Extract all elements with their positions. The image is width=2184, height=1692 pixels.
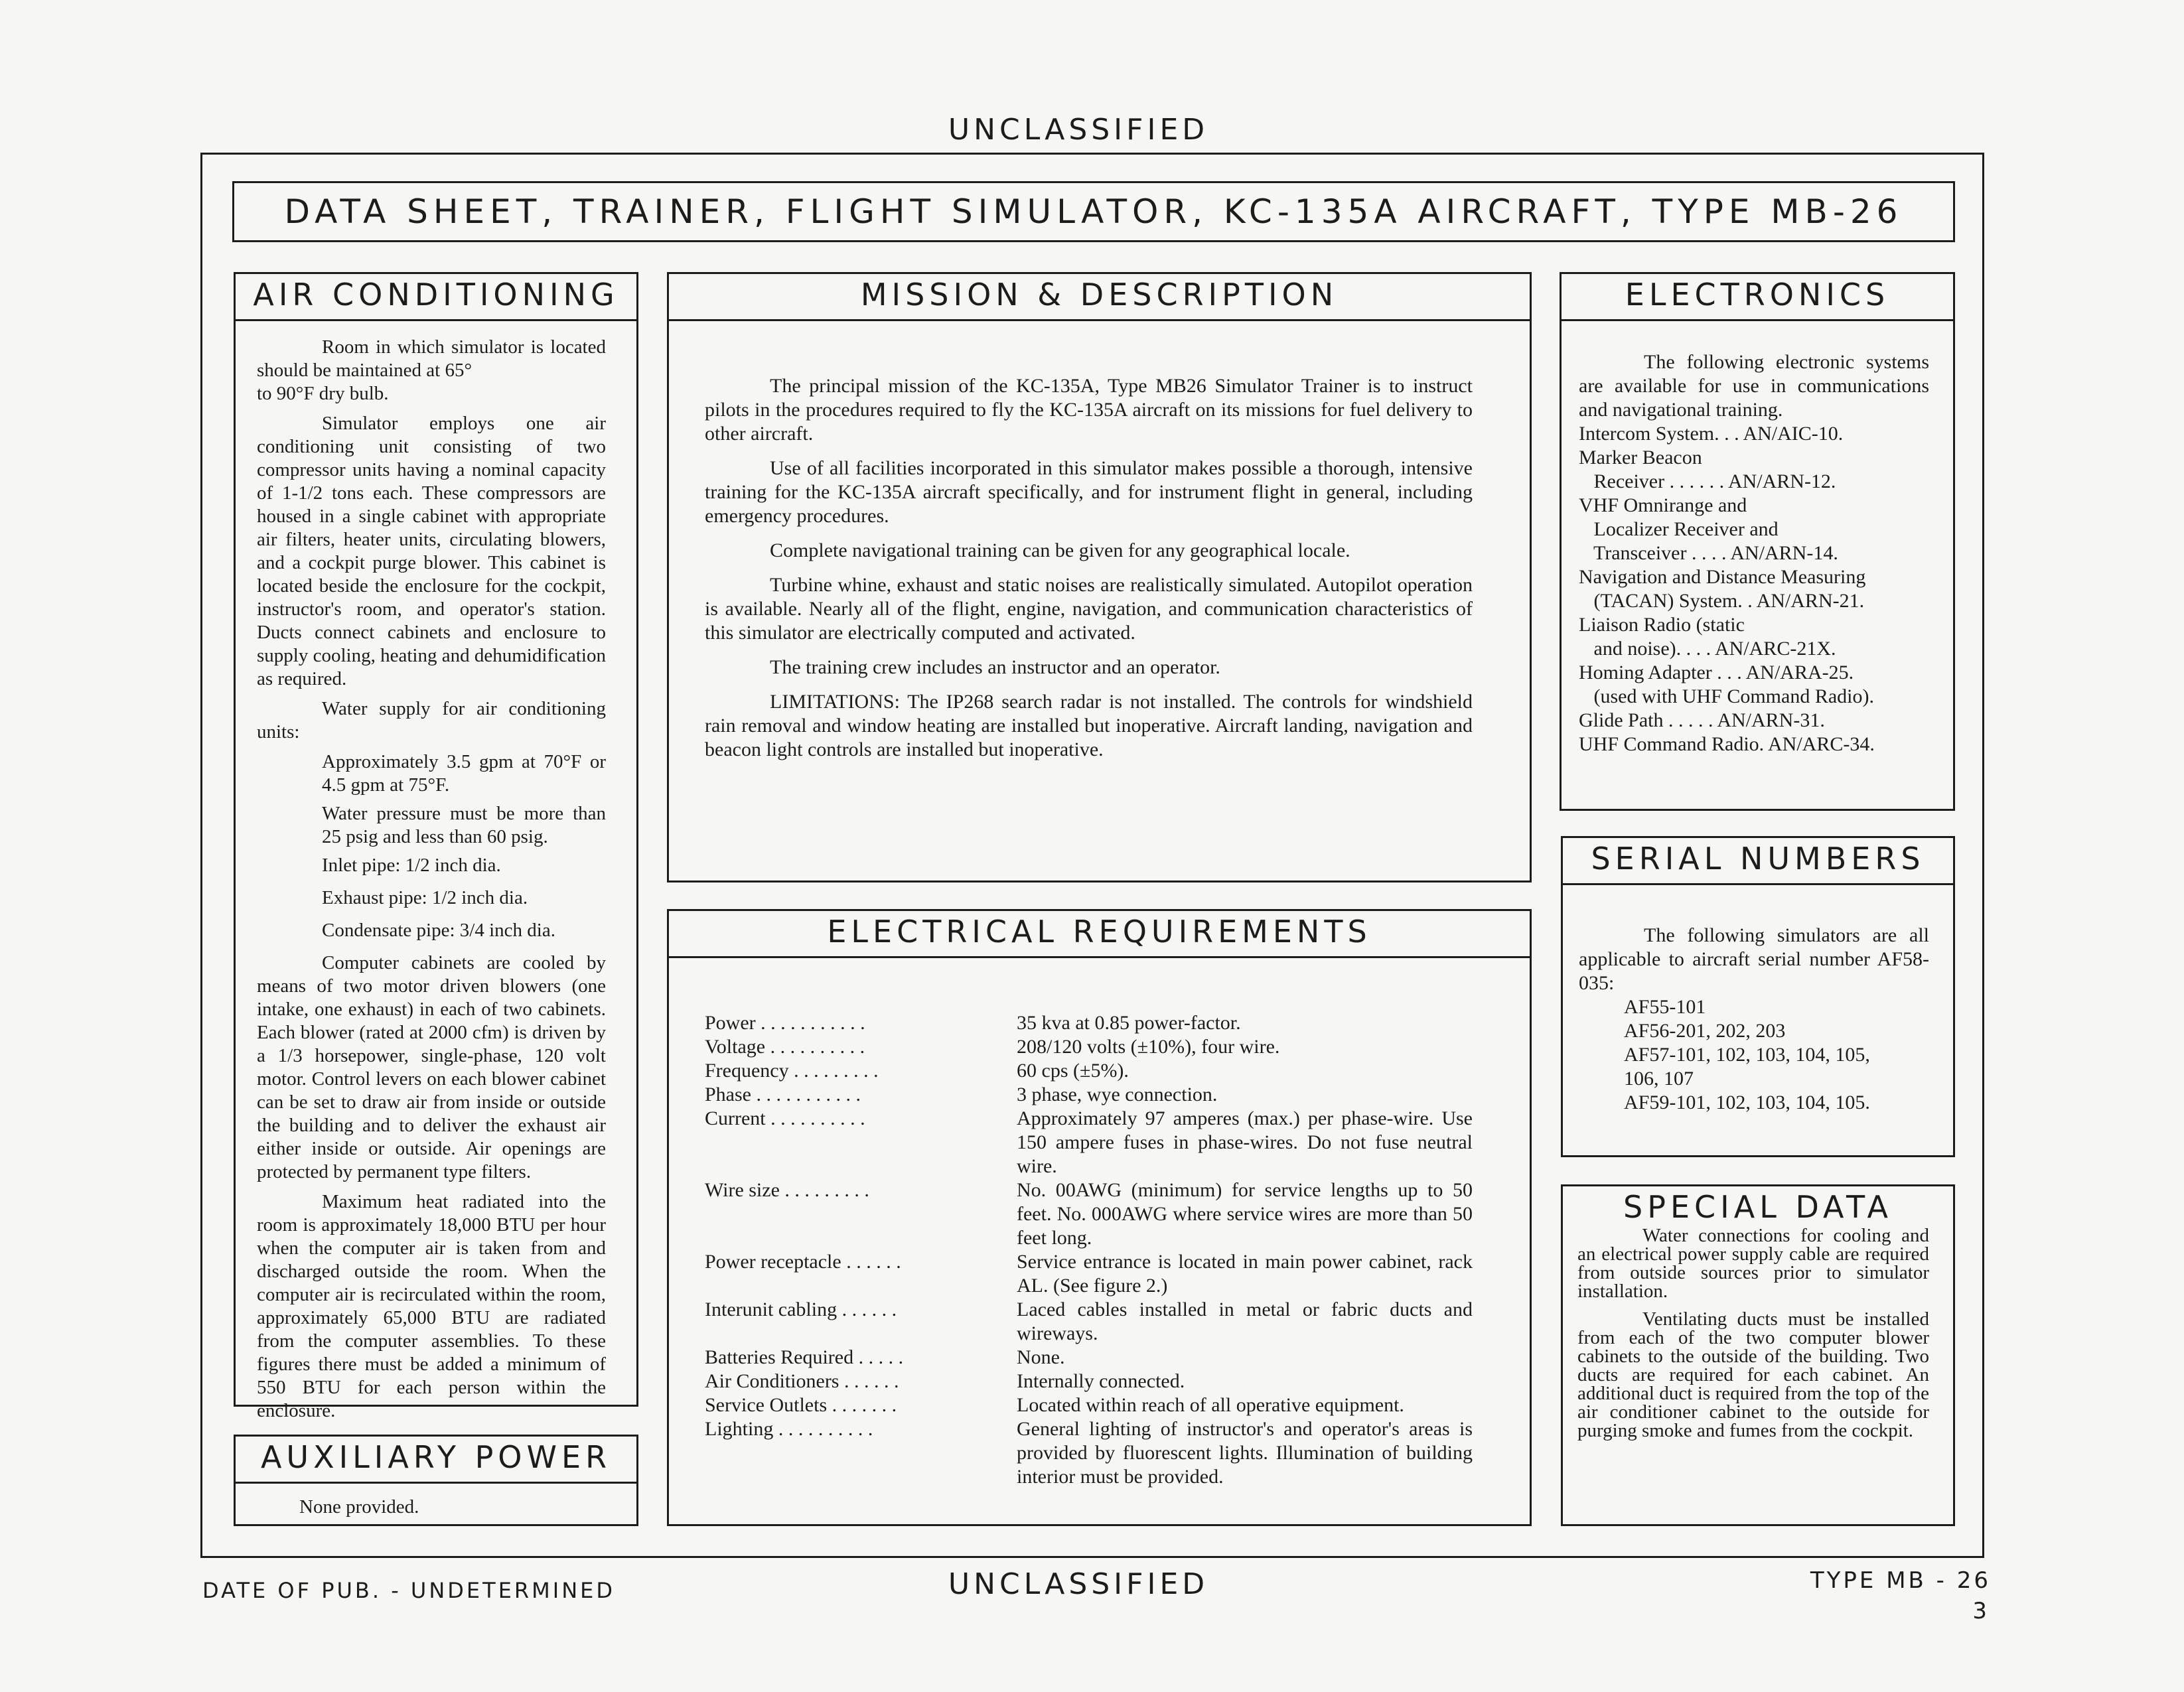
electrical-row-label: Service Outlets . . . . . . . [705,1394,897,1416]
electronics-item: UHF Command Radio. AN/ARC-34. [1579,733,1875,755]
auxiliary-power-text: None provided. [299,1496,419,1517]
air-conditioning-title: AIR CONDITIONING [236,274,636,321]
serial-item: AF55-101 [1624,996,1706,1018]
electronics-body [1562,321,1953,756]
electrical-row-label: Wire size . . . . . . . . . [705,1179,869,1201]
special-data-title: SPECIAL DATA [1623,1189,1893,1225]
electrical-row-label: Voltage . . . . . . . . . . [705,1036,865,1058]
ac-paragraph-cont: to 90°F dry bulb. [257,383,389,404]
electronics-item: Marker Beacon [1579,447,1702,468]
electronics-item: (TACAN) System. . AN/ARN-21. [1579,590,1865,612]
electronics-item: (used with UHF Command Radio). [1579,685,1874,707]
special-paragraph: Water connections for cooling and an electrical power supply cable are required from outside sources prior to simulator installation. [1577,1225,1929,1302]
electrical-row-label: Power . . . . . . . . . . . [705,1012,865,1034]
electronics-item: Localizer Receiver and [1579,518,1779,540]
electronics-item: and noise). . . . AN/ARC-21X. [1579,638,1836,660]
mission-panel [667,272,1532,882]
air-conditioning-panel [234,272,638,1421]
electrical-row-value: 35 kva at 0.85 power-factor. [1017,1012,1241,1034]
electrical-row-label: Air Conditioners . . . . . . [705,1370,899,1392]
ac-paragraph: Simulator employs one air conditioning unit consisting of two compressor units having a nominal capacity of 1-1/2 tons each. These compressors are housed in a single cabinet with appropriate air filters, heater units, circulating blowers, and a cockpit purge blower. This cabinet is located beside the enclosure for the cockpit, instructor's room, and operator's station. Ducts connect cabinets and enclosure to supply cooling, heating and dehumidification as required. [257,413,606,689]
electrical-row [705,1370,1473,1393]
mission-title: MISSION & DESCRIPTION [669,274,1530,321]
special-data-body [1563,1226,1953,1440]
electrical-row-value: Service entrance is located in main power cabinet, rack AL. (See figure 2.) [1017,1251,1473,1297]
auxiliary-power-title: AUXILIARY POWER [236,1437,636,1484]
electrical-row-label: Phase . . . . . . . . . . . [705,1084,861,1105]
mission-paragraph: The training crew includes an instructor and an operator. [770,656,1220,678]
publication-date: DATE OF PUB. - UNDETERMINED [202,1578,615,1603]
air-conditioning-body [236,321,636,1423]
serial-list [1579,995,1929,1115]
electronics-item: Intercom System. . . AN/AIC-10. [1579,423,1844,445]
electrical-row-value: Located within reach of all operative equipment. [1017,1394,1404,1416]
electrical-row [705,1011,1473,1035]
mission-paragraph: Complete navigational training can be given for any geographical locale. [770,539,1350,561]
special-data-panel [1561,1184,1955,1526]
electronics-item: Glide Path . . . . . AN/ARN-31. [1579,709,1825,731]
electronics-item: Receiver . . . . . . AN/ARN-12. [1579,470,1836,492]
electronics-panel [1560,272,1955,811]
classification-bottom: UNCLASSIFIED [948,1567,1209,1601]
electrical-row-label: Current . . . . . . . . . . [705,1107,865,1129]
electrical-row-value: 3 phase, wye connection. [1017,1084,1218,1105]
electrical-row-label: Batteries Required . . . . . [705,1346,904,1368]
electrical-row [705,1298,1473,1346]
electrical-panel [667,909,1532,1526]
electronics-list [1579,422,1929,756]
electrical-row [705,1059,1473,1083]
electrical-row-value: 60 cps (±5%). [1017,1060,1129,1082]
electronics-item: Transceiver . . . . AN/ARN-14. [1579,542,1838,564]
electrical-row-label: Interunit cabling . . . . . . [705,1299,897,1320]
ac-paragraph: Computer cabinets are cooled by means of two motor driven blowers (one intake, one exhaust) in each of two cabinets. Each blower (rated at 2000 cfm) is driven by a 1/3 horsepower, single-phase, 120 volt motor. Control levers on each blower cabinet can be set to draw air from inside or outside the building and to deliver the exhaust air either inside or outside. Air openings are protected by permanent type filters. [257,952,606,1182]
electrical-row-value: None. [1017,1346,1065,1368]
electrical-row-value: 208/120 volts (±10%), four wire. [1017,1036,1280,1058]
mission-paragraph: Use of all facilities incorporated in this simulator makes possible a thorough, intensive training for the KC-135A aircraft specifically, and for instrument flight in general, including emergency procedures. [705,457,1473,527]
auxiliary-power-panel [234,1435,638,1526]
ac-paragraph: Room in which simulator is located should be maintained at 65° [257,336,606,381]
electrical-row [705,1417,1473,1489]
serial-item: AF56-201, 202, 203 [1624,1020,1786,1042]
electrical-row-value: Approximately 97 amperes (max.) per phase-wire. Use 150 ampere fuses in phase-wires. Do not fuse neutral wire. [1017,1107,1473,1177]
page-title: DATA SHEET, TRAINER, FLIGHT SIMULATOR, KC-135A AIRCRAFT, TYPE MB-26 [232,181,1955,242]
electrical-row [705,1346,1473,1370]
serial-item: AF57-101, 102, 103, 104, 105, [1624,1044,1870,1066]
type-code: TYPE MB - 26 [1810,1567,1991,1594]
special-paragraph: Ventilating ducts must be installed from each of the two computer blower cabinets to the outside of the building. Two ducts are required for each cabinet. An additional duct is required from the top of the air conditioner cabinet to the outside for purging smoke and fumes from the cockpit. [1577,1308,1929,1441]
electronics-title: ELECTRONICS [1562,274,1953,321]
electrical-row-label: Power receptacle . . . . . . [705,1251,901,1273]
electrical-row [705,1107,1473,1178]
mission-body [669,321,1530,762]
ac-water-spec: Water pressure must be more than 25 psig and less than 60 psig. [322,803,606,847]
serial-numbers-title: SERIAL NUMBERS [1563,838,1953,885]
electrical-row-value: Internally connected. [1017,1370,1185,1392]
serial-numbers-panel [1561,836,1955,1157]
ac-paragraph: Water supply for air conditioning units: [257,698,606,742]
serial-item: 106, 107 [1624,1068,1694,1090]
electronics-intro: The following electronic systems are available for use in communications and navigational training. [1579,351,1929,421]
ac-pipe-spec: Condensate pipe: 3/4 inch dia. [322,920,555,941]
electrical-row-label: Frequency . . . . . . . . . [705,1060,879,1082]
mission-paragraph: The principal mission of the KC-135A, Type MB26 Simulator Trainer is to instruct pilots in the procedures required to fly the KC-135A aircraft on its missions for fuel delivery to other aircraft. [705,375,1473,445]
serial-numbers-body [1563,885,1953,1115]
electrical-row [705,1035,1473,1059]
electrical-row [705,1083,1473,1107]
ac-water-spec: Approximately 3.5 gpm at 70°F or 4.5 gpm at 75°F. [322,751,606,796]
page-number: 3 [1972,1598,1991,1624]
electrical-row [705,1250,1473,1298]
electrical-row-value: Laced cables installed in metal or fabric ducts and wireways. [1017,1299,1473,1344]
serial-intro: The following simulators are all applicable to aircraft serial number AF58-035: [1579,924,1929,994]
electronics-item: Navigation and Distance Measuring [1579,566,1866,588]
ac-paragraph: Maximum heat radiated into the room is approximately 18,000 BTU per hour when the computer air is taken from and discharged outside the room. When the computer air is recirculated within the room, approximately 65,000 BTU are radiated from the computer assemblies. To these figures there must be added a minimum of 550 BTU for each person within the enclosure. [257,1191,606,1421]
mission-paragraph: Turbine whine, exhaust and static noises are realistically simulated. Autopilot operation is available. Nearly all of the flight, engine, navigation, and communication characteristics of this simulator are electrically computed and activated. [705,574,1473,644]
electrical-row-value: General lighting of instructor's and operator's areas is provided by fluorescent lights. Illumination of building interior must be provided. [1017,1418,1473,1488]
electronics-item: Liaison Radio (static [1579,614,1745,636]
classification-top: UNCLASSIFIED [948,113,1209,147]
electronics-item: VHF Omnirange and [1579,494,1747,516]
ac-pipe-spec: Inlet pipe: 1/2 inch dia. [322,855,501,876]
electrical-table [669,958,1530,1489]
electrical-row-label: Lighting . . . . . . . . . . [705,1418,873,1440]
electrical-title: ELECTRICAL REQUIREMENTS [669,911,1530,958]
ac-pipe-spec: Exhaust pipe: 1/2 inch dia. [322,887,528,908]
serial-item: AF59-101, 102, 103, 104, 105. [1624,1092,1870,1113]
electronics-item: Homing Adapter . . . AN/ARA-25. [1579,662,1854,683]
electrical-row [705,1178,1473,1250]
electrical-row [705,1393,1473,1417]
mission-limitations: LIMITATIONS: The IP268 search radar is not installed. The controls for windshield rain removal and window heating are installed but inoperative. Aircraft landing, navigation and beacon light controls are installed but inoperative. [705,691,1473,760]
electrical-row-value: No. 00AWG (minimum) for service lengths up to 50 feet. No. 000AWG where service wires are more than 50 feet long. [1017,1179,1473,1249]
